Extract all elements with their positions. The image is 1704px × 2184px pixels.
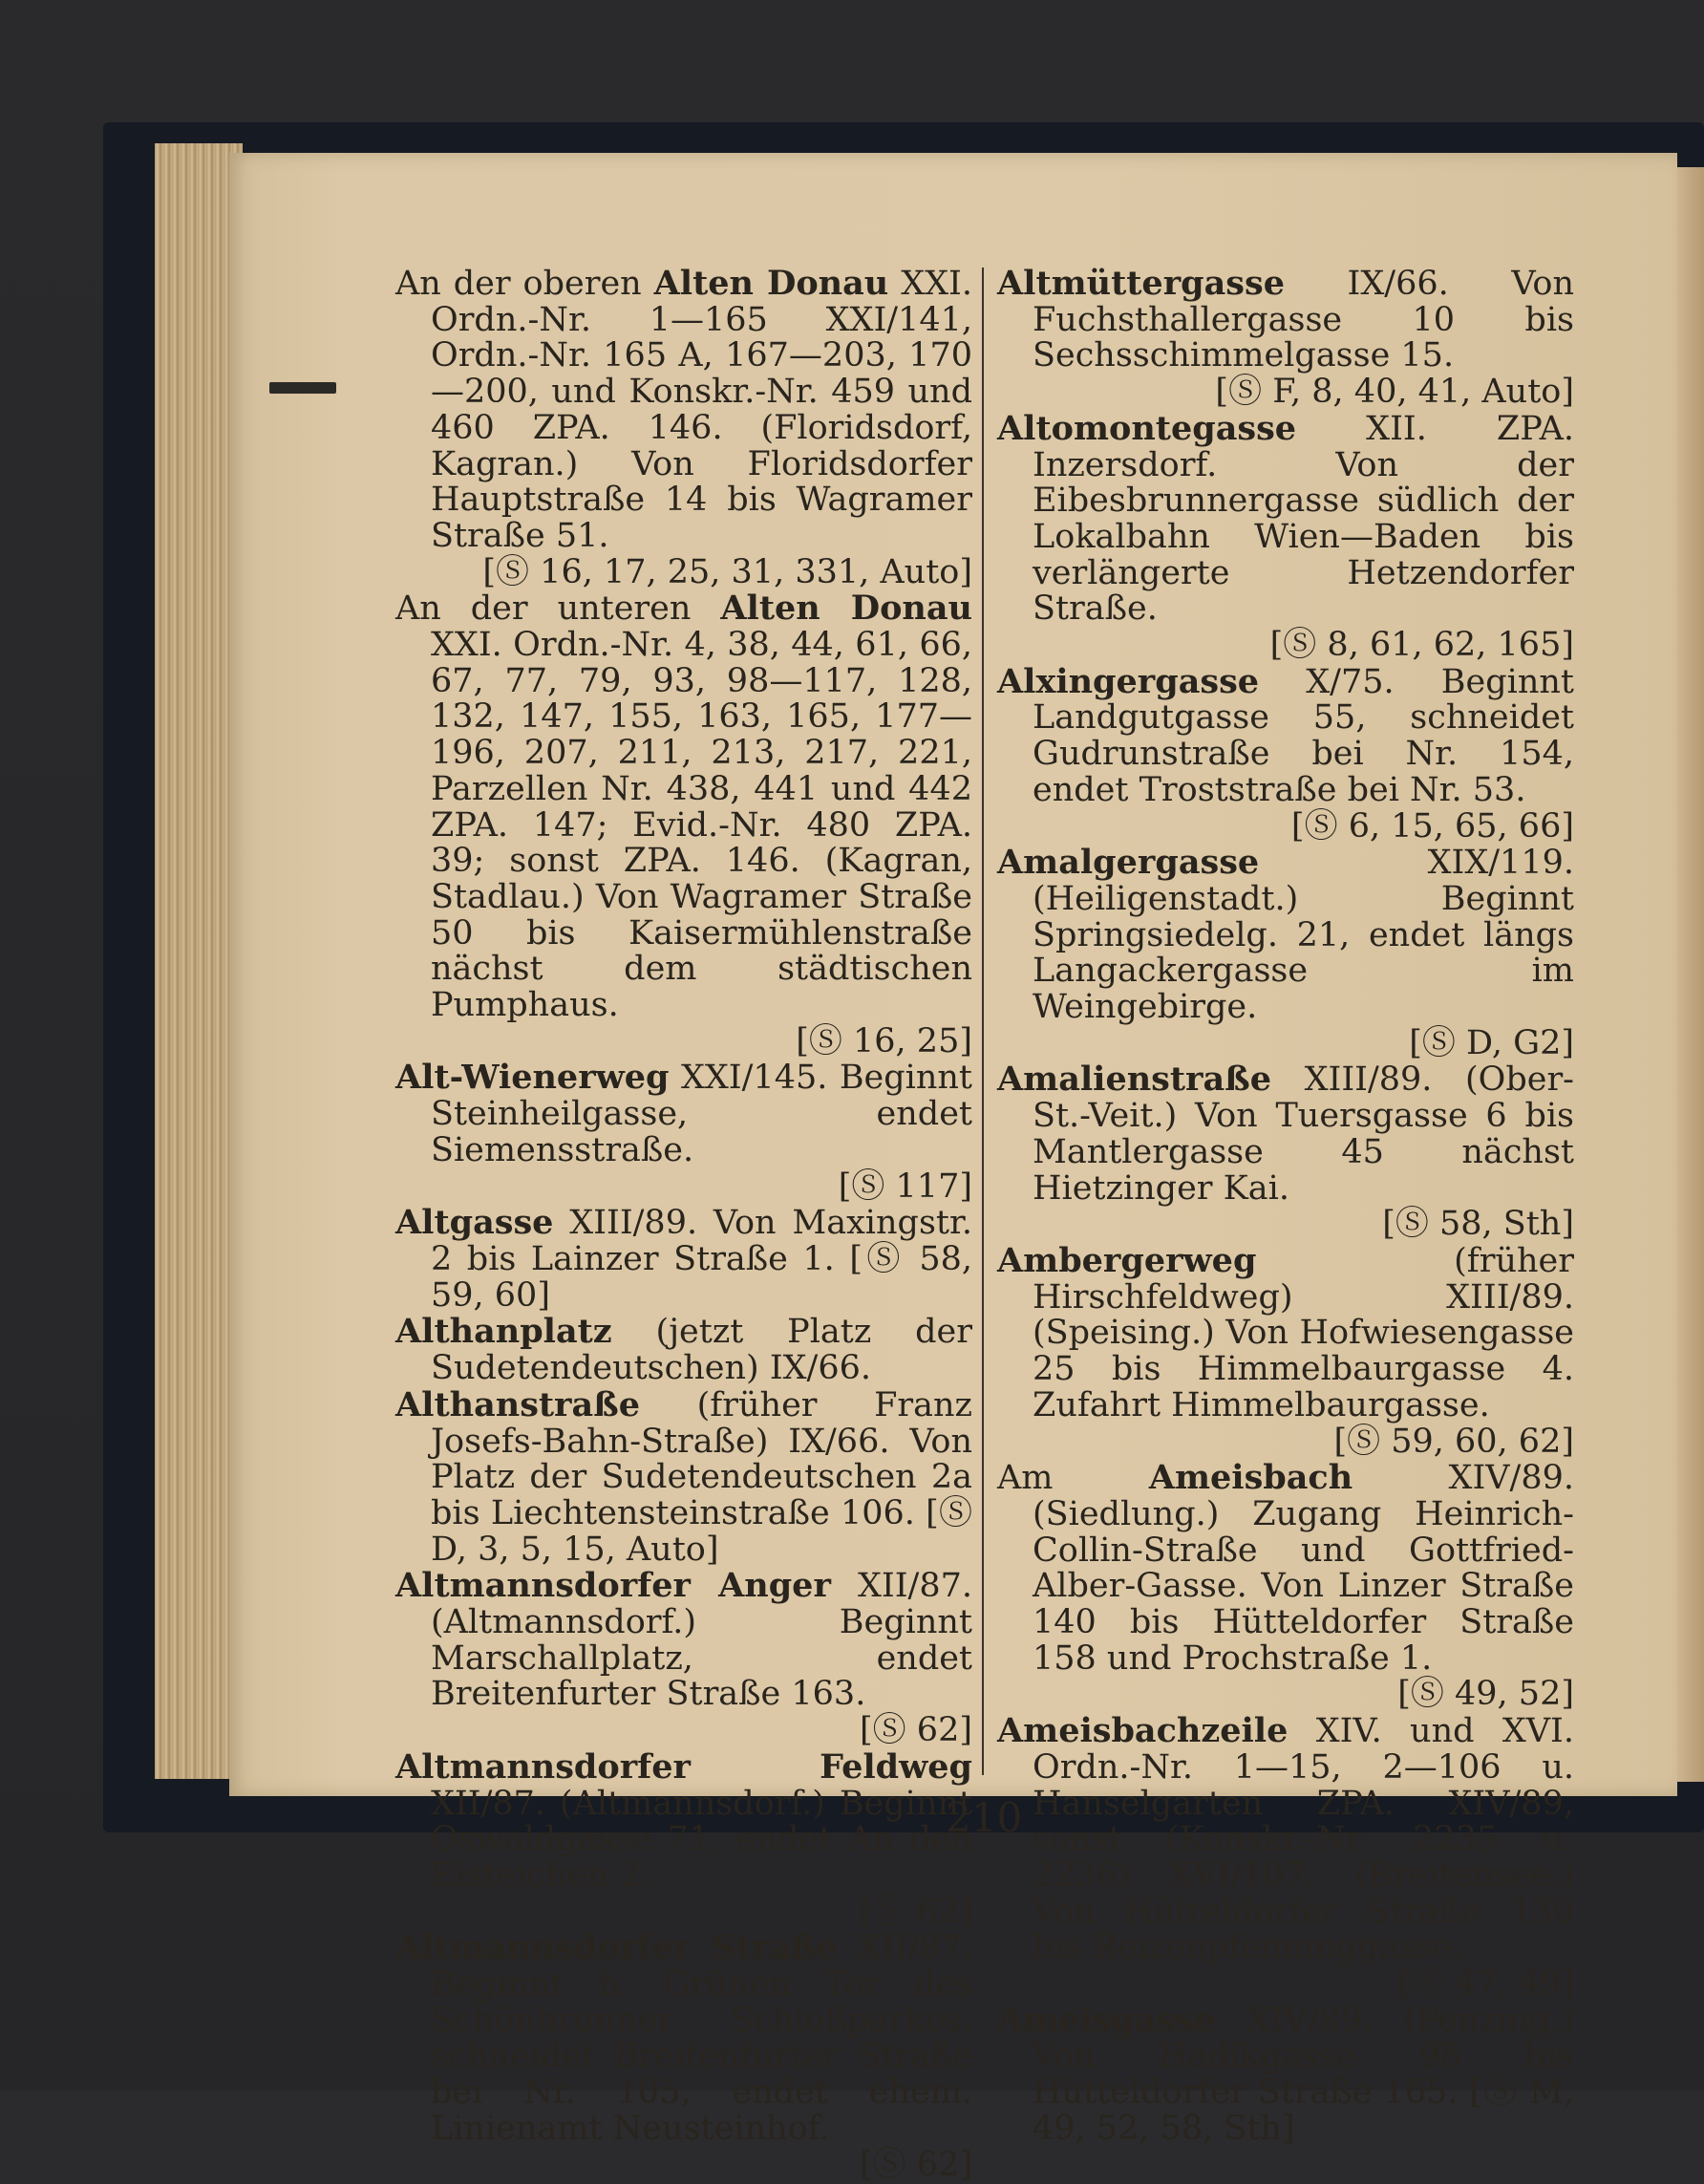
street-entry [997,845,1574,1061]
transit-reference: [Ⓢ 16, 17, 25, 31, 331, Auto] [482,552,972,591]
street-entry [997,266,1574,411]
street-name: Ameisbachzeile [997,1711,1289,1751]
entry-prefix: An der oberen [395,265,654,303]
street-name: Altmannsdorfer Straße [395,1928,838,1968]
street-name: Altmüttergasse [997,264,1285,303]
transit-reference: [Ⓢ 58, Sth] [1382,1205,1574,1244]
entry-text: XII. ZPA. Inzersdorf. Von der Eibesbrunnergasse südlich der Lokalbahn Wien—Baden bis verlängerte Hetzendorfer Straße. [1033,409,1574,629]
street-entry [997,661,1574,846]
transit-reference: [Ⓢ F, 8, 40, 41, Auto] [1215,373,1574,412]
street-name: Ameisgasse [997,2000,1216,2040]
street-name: Altgasse [395,1203,554,1243]
entry-text: X/75. Beginnt Landgutgasse 55, schneidet Gudrunstraße bei Nr. 154, endet Troststraße bei Nr. 53. [1033,662,1574,809]
entry-text: XIII/89. Von Maxingstr. 2 bis Lainzer Straße 1. [Ⓢ 58, 59, 60] [431,1204,972,1315]
transit-reference: [Ⓢ 117] [838,1167,972,1206]
street-name: Ambergerweg [997,1240,1257,1280]
street-name: Altomontegasse [997,408,1297,448]
street-entry [997,1061,1574,1243]
left-column [395,266,972,2183]
entry-text: XXI. Ordn.-Nr. 1—165 XXI/141, Ordn.-Nr. 165 A, 167—203, 170—200, und Konskr.-Nr. 459 und 460 ZPA. 146. (Floridsdorf, Kagran.) Von Floridsdorfer Hauptstraße 14 bis Wagramer Straße 51. [431,265,972,555]
entry-text: XIV/89. (Siedlung.) Zugang Heinrich-Collin-Straße und Gottfried-Alber-Gasse. Von Linzer Straße 140 bis Hütteldorfer Straße 158 und Prochstraße 1. [1033,1459,1574,1678]
street-name: Ameisbach [1148,1458,1353,1498]
entry-text: XII/87. (Altmannsdorf.) Beginnt Oswaldgasse 71, endet An den Eisteichen 2. [431,1784,972,1895]
entry-prefix: Am [997,1459,1149,1498]
entry-text: XIII/89. (Ober-St.-Veit.) Von Tuersgasse 6 bis Mantlergasse 45 nächst Hietzinger Kai. [1033,1060,1574,1208]
entry-prefix: An der unteren [395,589,721,629]
page-number: 210 [946,1794,1023,1841]
street-entry [997,1713,1574,2002]
entry-text: XIV/89. (Penzing.) Von Hadikgasse 98 bis Hütteldorfer Straße 165. [Ⓢ M, 49, 52, 58, Sth] [1033,2001,1574,2148]
street-name: Althanstraße [395,1384,641,1424]
bookmark-ribbon [269,382,336,394]
street-entry [395,1746,972,1931]
right-column [997,266,1574,2148]
street-entry [997,1460,1574,1713]
transit-reference: [Ⓢ 62] [860,1711,972,1750]
street-entry [395,590,972,1060]
street-entry [395,1930,972,2183]
street-entry [395,1060,972,1205]
entry-text: XII/87. Beginnt b. Grünen Tor des Schönbrunner Schloßparkes, schneidet Breitenfurter Straße bei Nr. 105, endet ehem. Linienamt Neusteinhof. [431,1929,972,2148]
entry-text: XXI. Ordn.-Nr. 4, 38, 44, 61, 66, 67, 77, 79, 93, 98—117, 128, 132, 147, 155, 163, 165, 177—196, 207, 211, 213, 217, 221, Parzellen Nr. 438, 441 und 442 ZPA. 147; Evid.-Nr. 480 ZPA. 39; sonst ZPA. 146. (Kagran, Stadlau.) Von Wagramer Straße 50 bis Kaisermühlenstraße nächst dem städtischen Pumphaus. [431,626,972,1025]
transit-reference: [Ⓢ 16, 25] [796,1021,972,1060]
entry-text: XXI/145. Beginnt Steinheilgasse, endet Siemensstraße. [431,1059,972,1169]
street-name: Amalienstraße [997,1060,1272,1100]
entry-text: XII/87. (Altmannsdorf.) Beginnt Marschallplatz, endet Breitenfurter Straße 163. [431,1567,972,1714]
transit-reference: [Ⓢ 49, 52] [1397,1675,1574,1714]
entry-text: IX/66. Von Fuchsthallergasse 10 bis Sechsschimmelgasse 15. [1033,265,1574,375]
street-name: Alten Donau [653,264,889,303]
column-divider [982,268,984,1775]
street-name: Alten Donau [720,589,972,629]
street-entry [997,408,1574,665]
transit-reference: [Ⓢ 8, 61, 62, 165] [1269,626,1574,665]
street-entry [395,1314,972,1386]
transit-reference: [Ⓢ 6, 15, 65, 66] [1290,806,1574,846]
street-name: Althanplatz [395,1312,612,1352]
street-name: Amalgergasse [997,843,1260,883]
street-entry [395,1205,972,1314]
transit-reference: [Ⓢ 62] [860,1892,972,1931]
transit-reference: [Ⓢ D, G2] [1409,1023,1574,1062]
entry-text: (früher Hirschfeldweg) XIII/89. (Speising.) Von Hofwiesengasse 25 bis Himmelbaurgasse 4. Zufahrt Himmelbaurgasse. [1033,1241,1574,1424]
facing-page-edge [1677,167,1704,1782]
street-name: Altmannsdorfer Feldweg [395,1746,972,1787]
entry-text: XIX/119. (Heiligenstadt.) Beginnt Springsiedelg. 21, endet längs Langackergasse im Weingebirge. [1033,844,1574,1027]
street-entry [395,1568,972,1749]
entry-text: (früher Franz Josefs-Bahn-Straße) IX/66. Von Platz der Sudetendeutschen 2a bis Liechtensteinstraße 106. [Ⓢ D, 3, 5, 15, Auto] [431,1385,972,1569]
street-entry [395,1384,972,1569]
street-entry [997,1240,1574,1461]
entry-text: (jetzt Platz der Sudetendeutschen) IX/66. [431,1313,972,1388]
transit-reference: [Ⓢ 47, 49] [1397,1964,1574,2003]
street-entry [395,266,972,590]
street-entry [997,2002,1574,2148]
street-name: Alt-Wienerweg [395,1058,670,1098]
entry-text: XIV. und XVI. Ordn.-Nr. 1—15, 2—106 u. Hanselgarten ZPA. XIV/89, sonst (Konskr.-Nr. 2235 u. 2236) XVI/107. (Breitensee.) Von Hütteldorfer Straße 130 bis Reizenpfenninggasse. [1033,1712,1574,1967]
transit-reference: [Ⓢ 59, 60, 62] [1333,1422,1574,1461]
street-name: Altmannsdorfer Anger [395,1566,831,1606]
transit-reference: [Ⓢ 62] [860,2145,972,2184]
street-name: Alxingergasse [997,661,1260,701]
